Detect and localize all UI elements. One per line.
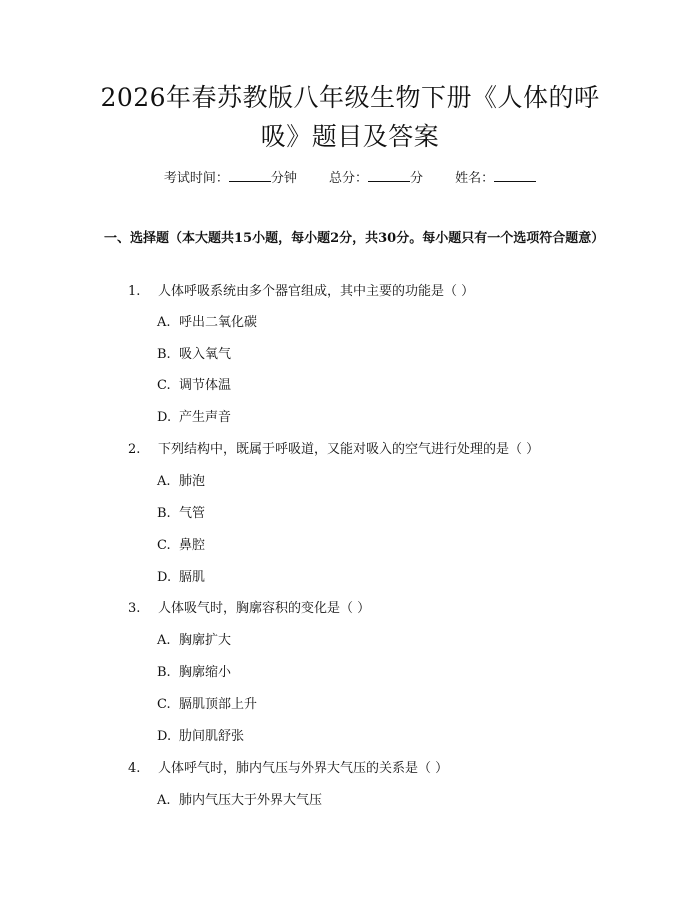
exam-time [164,168,297,189]
option-text: 肺泡 [179,474,206,489]
question-text: 下列结构中，既属于呼吸道，又能对吸入的空气进行处理的是（ ） [158,442,540,457]
question-3 [128,599,370,619]
question-text: 人体呼气时，肺内气压与外界大气压的关系是（ ） [158,761,449,776]
option-letter: C. [157,538,171,553]
option-letter: C. [157,697,171,712]
option-text: 肺内气压大于外界大气压 [179,793,323,808]
option-letter: A. [157,315,171,330]
option-text: 胸廓扩大 [179,633,232,648]
option-text: 气管 [179,506,206,521]
option-text: 吸入氧气 [179,347,232,362]
question-2 [128,440,539,460]
question-2-option-d [157,568,205,588]
option-letter: A. [157,474,171,489]
option-letter: A. [157,793,171,808]
total-score-blank [368,168,410,182]
section-heading: 一、选择题（本大题共15小题，每小题2分，共30分。每小题只有一个选项符合题意） [104,231,605,246]
question-3-option-c [157,695,257,715]
option-letter: B. [157,665,171,680]
option-letter: C. [157,378,171,393]
question-3-option-b [157,663,231,683]
option-text: 膈肌 [179,570,206,585]
question-2-option-a [157,472,205,492]
option-text: 呼出二氧化碳 [179,315,258,330]
total-score-unit: 分 [410,171,424,186]
option-text: 胸廓缩小 [179,665,232,680]
question-number: 2. [128,442,141,457]
question-2-option-b [157,504,205,524]
title-line-1: 2026年春苏教版八年级生物下册《人体的呼 [100,83,600,112]
exam-time-label: 考试时间： [163,171,229,186]
student-name [455,168,536,189]
question-2-option-c [157,536,205,556]
question-1-option-a [157,313,257,333]
exam-info [0,168,700,189]
option-letter: D. [157,729,172,744]
question-text: 人体吸气时，胸廓容积的变化是（ ） [158,601,371,616]
page-title [60,78,640,156]
question-1-option-c [157,376,231,396]
title-line-2: 吸》题目及答案 [260,122,440,151]
exam-time-unit: 分钟 [270,171,297,186]
student-name-label: 姓名： [455,171,495,186]
option-text: 鼻腔 [179,538,206,553]
student-name-blank [494,168,536,182]
question-number: 4. [128,761,141,776]
total-score-label: 总分： [328,171,368,186]
question-4-option-a [157,791,322,811]
option-text: 产生声音 [179,410,232,425]
option-letter: D. [157,410,172,425]
question-number: 1. [128,284,141,299]
question-1-option-d [157,408,231,428]
question-4 [128,759,448,779]
question-1-option-b [157,345,231,365]
exam-time-blank [229,168,271,182]
option-text: 膈肌顶部上升 [179,697,258,712]
option-letter: B. [157,347,171,362]
option-text: 调节体温 [179,378,232,393]
total-score [329,168,423,189]
question-1 [128,282,474,302]
question-3-option-a [157,631,231,651]
question-number: 3. [128,601,141,616]
question-text: 人体呼吸系统由多个器官组成，其中主要的功能是（ ） [158,284,475,299]
option-letter: D. [157,570,172,585]
option-letter: A. [157,633,171,648]
option-letter: B. [157,506,171,521]
question-3-option-d [157,727,244,747]
option-text: 肋间肌舒张 [179,729,245,744]
